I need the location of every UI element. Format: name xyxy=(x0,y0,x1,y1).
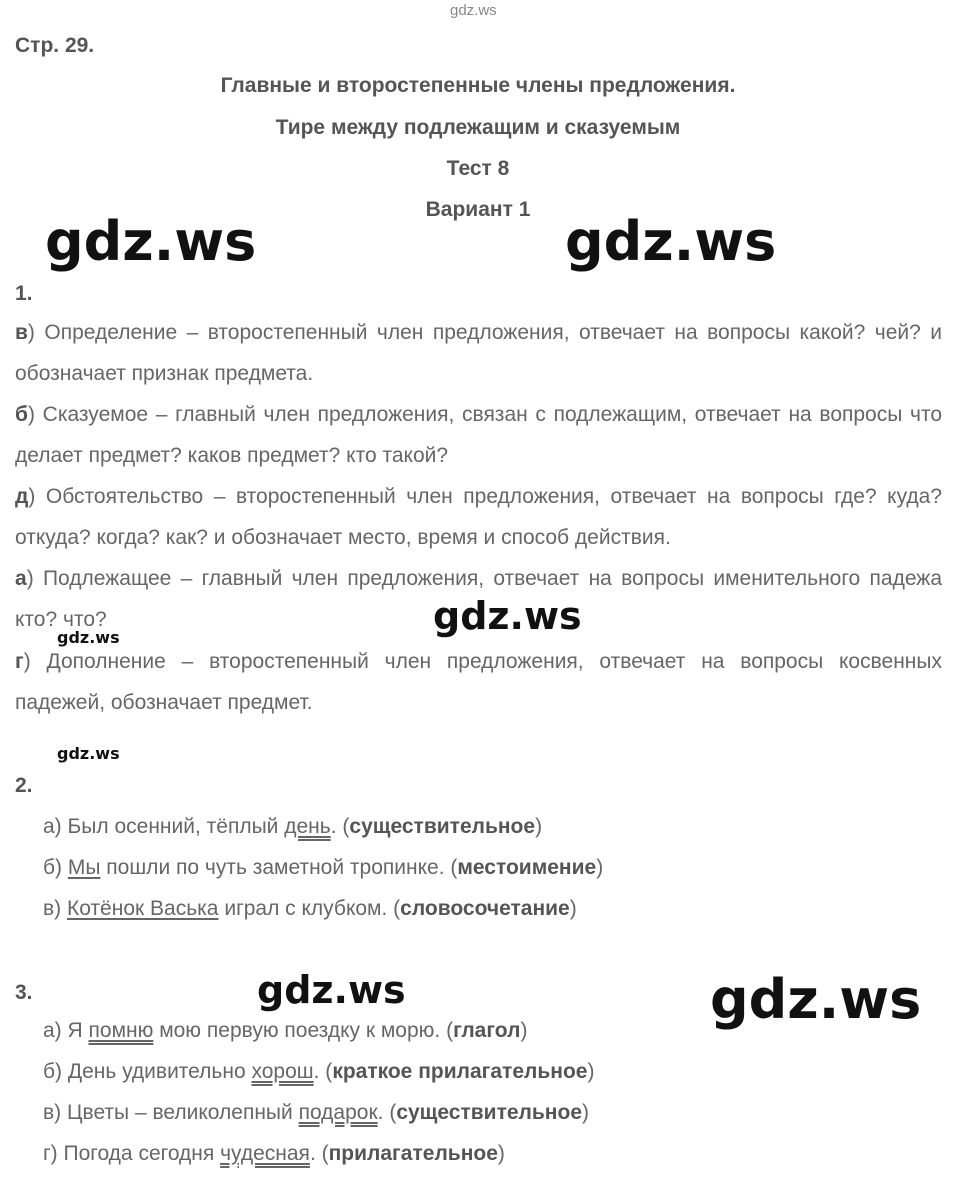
sentence-start: б) xyxy=(43,856,68,879)
marked-word: хорош xyxy=(251,1060,314,1083)
close-paren: ) xyxy=(535,815,543,838)
item-text: ) Подлежащее – главный член предложения, отвечает на вопросы именительного падежа кто? что? xyxy=(15,567,942,631)
page-subtitle: Тире между подлежащим и сказуемым xyxy=(275,116,681,139)
marked-word: помню xyxy=(88,1019,154,1042)
item-letter: в xyxy=(15,321,28,344)
sentence-rest: пошли по чуть заметной тропинке. ( xyxy=(100,856,458,879)
sentence-rest: играл с клубком. ( xyxy=(218,897,401,920)
task-1-number: 1. xyxy=(15,282,33,305)
close-paren: ) xyxy=(587,1060,595,1083)
variant-label: Вариант 1 xyxy=(425,198,531,221)
sentence-start: г) Погода сегодня xyxy=(43,1142,221,1165)
task-2-item xyxy=(43,897,577,921)
watermark: gdz.ws xyxy=(433,594,582,638)
item-letter: д xyxy=(15,485,29,508)
sentence-start: а) Я xyxy=(43,1019,89,1042)
item-letter: б xyxy=(15,403,28,426)
task-1-item xyxy=(15,476,942,558)
task-3-item xyxy=(43,1019,527,1043)
answer: краткое прилагательное xyxy=(332,1060,588,1083)
close-paren: ) xyxy=(596,856,604,879)
sentence-start: б) День удивительно xyxy=(43,1060,252,1083)
watermark: gdz.ws xyxy=(257,968,406,1012)
marked-word: чудесная xyxy=(220,1142,310,1165)
page-title: Главные и второстепенные члены предложения. xyxy=(220,74,736,97)
task-3-number: 3. xyxy=(15,981,33,1004)
answer: существительное xyxy=(349,815,536,838)
task-2-item xyxy=(43,815,542,839)
item-letter: а xyxy=(15,567,27,590)
task-1-item xyxy=(15,394,942,476)
answer: прилагательное xyxy=(328,1142,498,1165)
task-3-item xyxy=(43,1142,505,1166)
watermark-top: gdz.ws xyxy=(450,2,497,19)
close-paren: ) xyxy=(582,1101,589,1124)
close-paren: ) xyxy=(520,1019,528,1042)
watermark: gdz.ws xyxy=(565,210,777,273)
close-paren: ) xyxy=(569,897,577,920)
watermark: gdz.ws xyxy=(57,628,120,647)
sentence-rest: мою первую поездку к морю. ( xyxy=(153,1019,454,1042)
task-3-item xyxy=(43,1101,589,1125)
sentence-start: в) Цветы – великолепный xyxy=(43,1101,299,1124)
task-3-item xyxy=(43,1060,594,1084)
sentence-rest: . ( xyxy=(309,1142,329,1165)
item-text: ) Дополнение – второстепенный член предложения, отвечает на вопросы косвенных падежей, обозначает предмет. xyxy=(15,650,942,714)
sentence-rest: . ( xyxy=(313,1060,333,1083)
marked-word: Мы xyxy=(67,856,101,879)
answer: словосочетание xyxy=(400,897,570,920)
task-1-item xyxy=(15,312,942,394)
item-text: ) Определение – второстепенный член предложения, отвечает на вопросы какой? чей? и обозначает признак предмета. xyxy=(15,321,942,385)
close-paren: ) xyxy=(497,1142,505,1165)
marked-word: Котёнок Васька xyxy=(66,897,219,920)
sentence-rest: . ( xyxy=(330,815,350,838)
item-text: ) Сказуемое – главный член предложения, связан с подлежащим, отвечает на вопросы что делает предмет? каков предмет? кто такой? xyxy=(15,403,942,467)
task-2-number: 2. xyxy=(15,774,33,797)
item-text: ) Обстоятельство – второстепенный член предложения, отвечает на вопросы где? куда? откуда? когда? как? и обозначает место, время и способ действия. xyxy=(15,485,942,549)
marked-word: день xyxy=(284,815,331,838)
sentence-start: а) Был осенний, тёплый xyxy=(43,815,285,838)
test-label: Тест 8 xyxy=(446,157,510,180)
sentence-rest: . ( xyxy=(377,1101,397,1124)
answer: существительное xyxy=(396,1101,582,1124)
sentence-start: в) xyxy=(43,897,67,920)
answer: глагол xyxy=(453,1019,521,1042)
item-letter: г xyxy=(15,650,24,673)
task-1-item xyxy=(15,641,942,723)
marked-word: подарок xyxy=(298,1101,378,1124)
answer: местоимение xyxy=(457,856,597,879)
watermark: gdz.ws xyxy=(710,968,922,1031)
task-2-item xyxy=(43,856,603,880)
watermark: gdz.ws xyxy=(45,210,257,273)
watermark: gdz.ws xyxy=(57,744,120,763)
page-reference: Стр. 29. xyxy=(15,34,95,57)
